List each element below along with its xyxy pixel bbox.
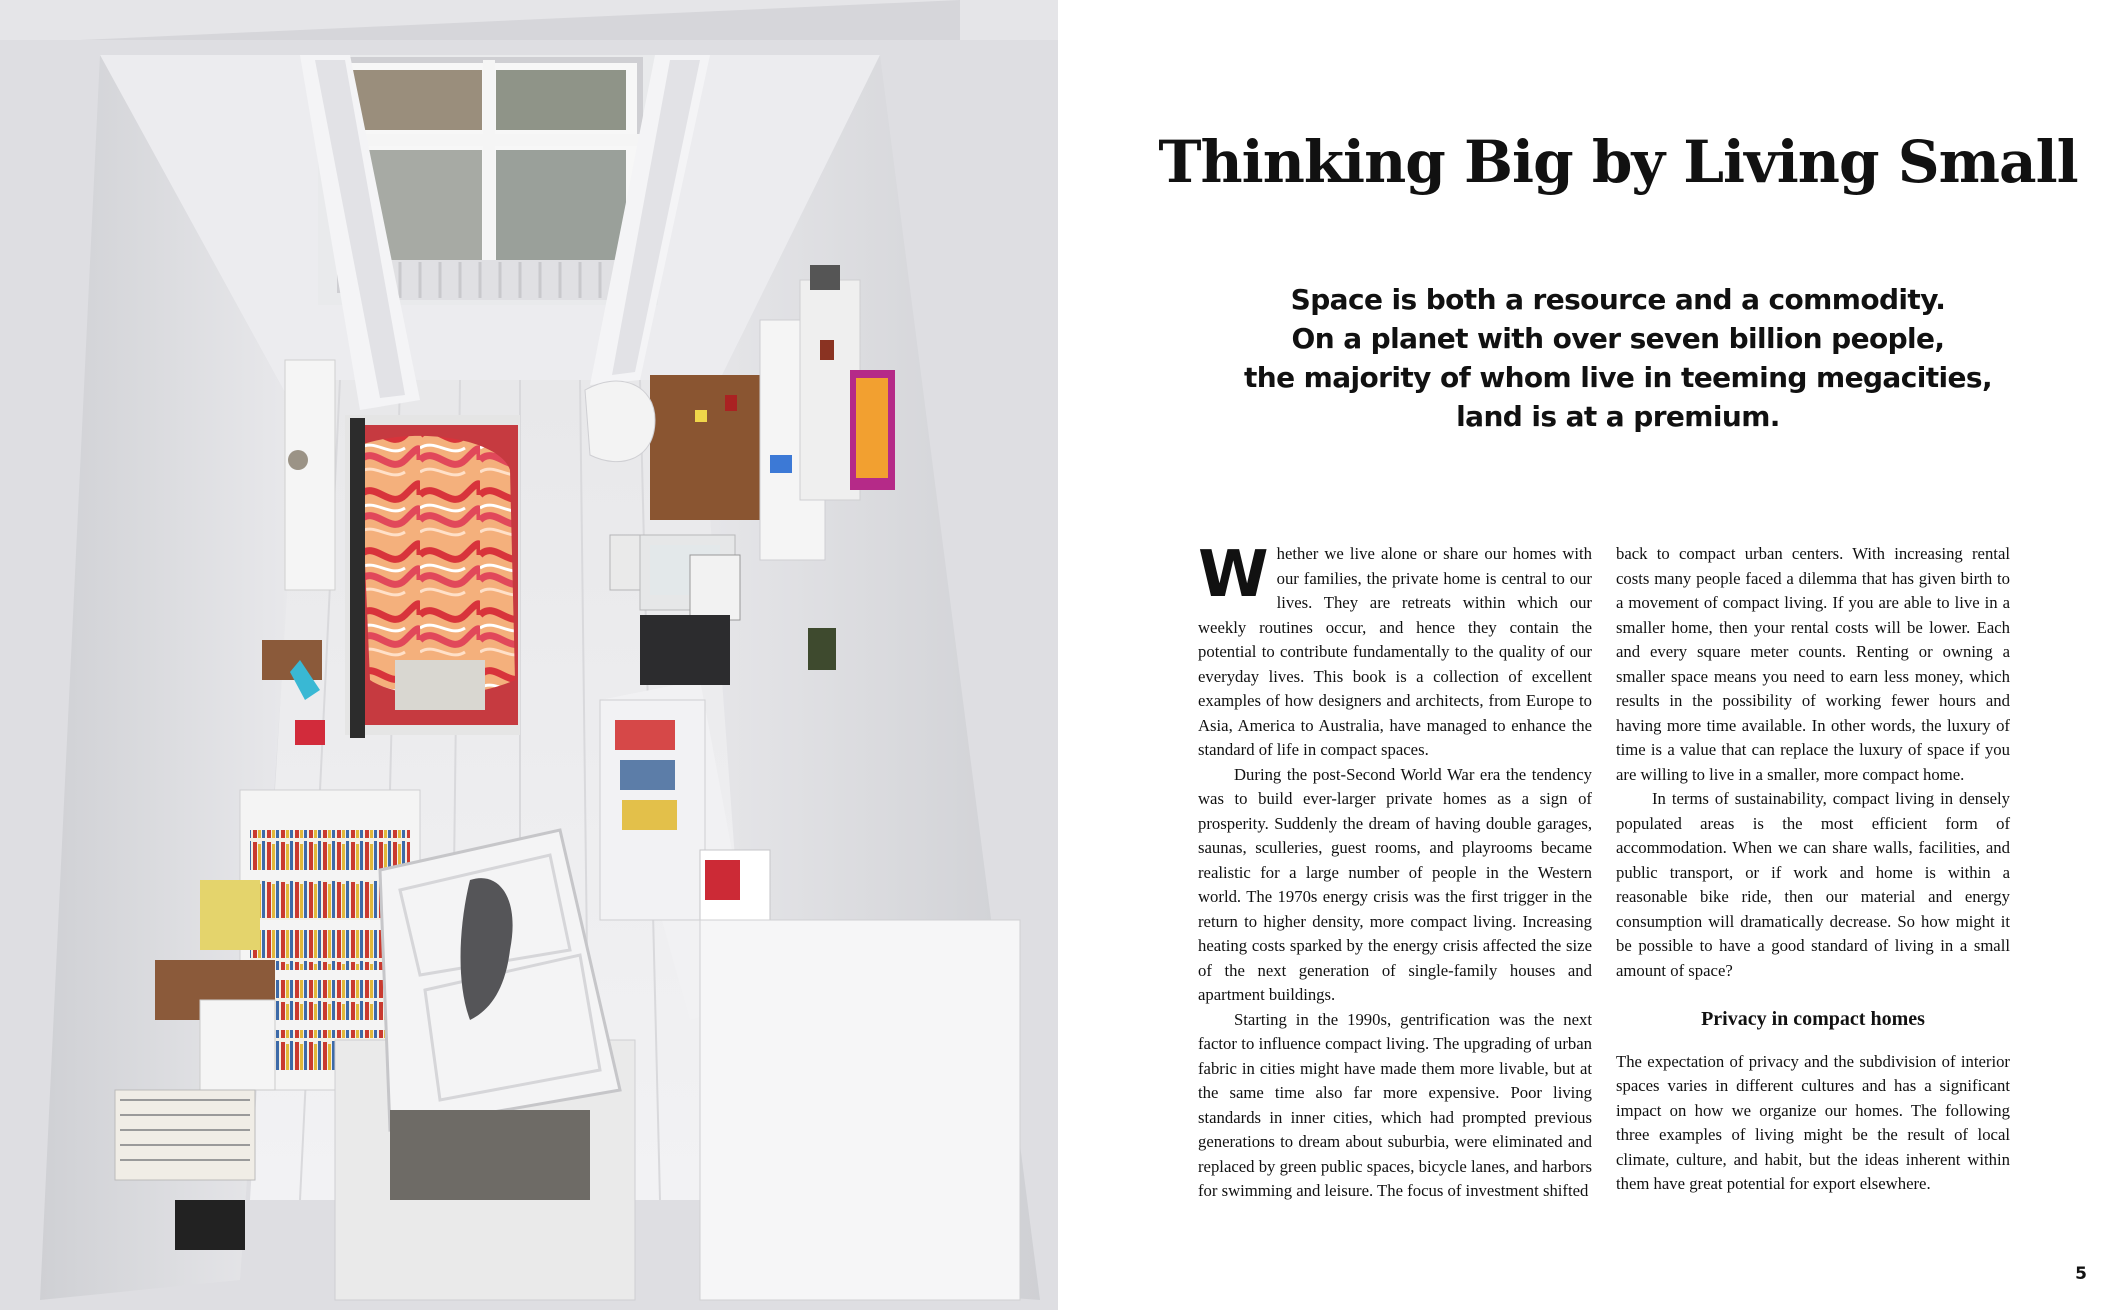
lead-line: the majority of whom live in teeming megacities, bbox=[1244, 361, 1992, 394]
body-paragraph: back to compact urban centers. With increasing rental costs many people faced a dilemma that has given birth to a movement of compact living. If you are able to live in a smaller home, then your rental costs will be lower. Each and every square meter counts. Renting or owning a smaller space means you need to earn less money, which results in the possibility of working fewer hours and having more time available. In other words, the luxury of time is a value that can replace the luxury of space if you are willing to live in a smaller, more compact home. bbox=[1616, 544, 2010, 784]
drop-cap: W bbox=[1198, 538, 1269, 612]
body-paragraph: In terms of sustainability, compact living in densely populated areas is the most efficient form of accommodation. When we can share walls, facilities, and public transport, or if work and home is within a reasonable bike ride, then our material and energy consumption will dramatically decrease. So how might it be possible to have a good standard of living in a small amount of space? bbox=[1616, 789, 2010, 980]
room-illustration bbox=[0, 0, 1058, 1310]
article-page bbox=[1058, 0, 2117, 1310]
article-title: Thinking Big by Living Small bbox=[1158, 128, 2078, 196]
page-number: 5 bbox=[2075, 1264, 2087, 1284]
body-paragraph: The expectation of privacy and the subdivision of interior spaces varies in different cultures and has a significant impact on how we organize our homes. The following three examples of living might be the result of local climate, culture, and habit, but the ideas inherent within them have great potential for export elsewhere. bbox=[1616, 1051, 2010, 1193]
room-photo bbox=[0, 0, 1058, 1310]
body-paragraph: During the post-Second World War era the tendency was to build ever-larger private homes as a sign of prosperity. Suddenly the dream of having double garages, saunas, sculleries, guest rooms, and playrooms became realistic for a large number of people in the Western world. The 1970s energy crisis was the first trigger in the return to higher density, more compact living. Increasing heating costs sparked by the energy crisis affected the size of the next generation of single-family houses and apartment buildings. bbox=[1198, 764, 1592, 1004]
body-paragraph: Starting in the 1990s, gentrification was the next factor to influence compact living. The upgrading of urban fabric in cities might have made them more livable, but at the same time also far more expensive. Poor living standards in inner cities, which had prompted previous generations to dream about suburbia, were eliminated and replaced by green public spaces, bicycle lanes, and harbors for swimming and leisure. The focus of investment shifted bbox=[1198, 1009, 1592, 1200]
lead-line: land is at a premium. bbox=[1456, 400, 1780, 433]
bed bbox=[345, 415, 520, 738]
lead-line: Space is both a resource and a commodity. bbox=[1290, 283, 1946, 316]
column-left bbox=[1198, 538, 1592, 1204]
lead-paragraph bbox=[1178, 280, 2058, 436]
lead-line: On a planet with over seven billion people, bbox=[1291, 322, 1945, 355]
body-columns bbox=[1198, 538, 2010, 1262]
paragraph-text: hether we live alone or share our homes with our families, the private home is central to our lives. They are retreats within which our weekly routines occur, and hence they contain the potential to contribute fundamentally to the quality of our everyday lives. This book is a collection of excellent examples of how designers and architects, from Europe to Asia, America to Australia, have managed to enhance the standard of life in compact spaces. bbox=[1198, 544, 1592, 759]
column-right bbox=[1616, 542, 2010, 1197]
section-subheading: Privacy in compact homes bbox=[1701, 1008, 1925, 1030]
body-paragraph bbox=[1198, 538, 1592, 763]
